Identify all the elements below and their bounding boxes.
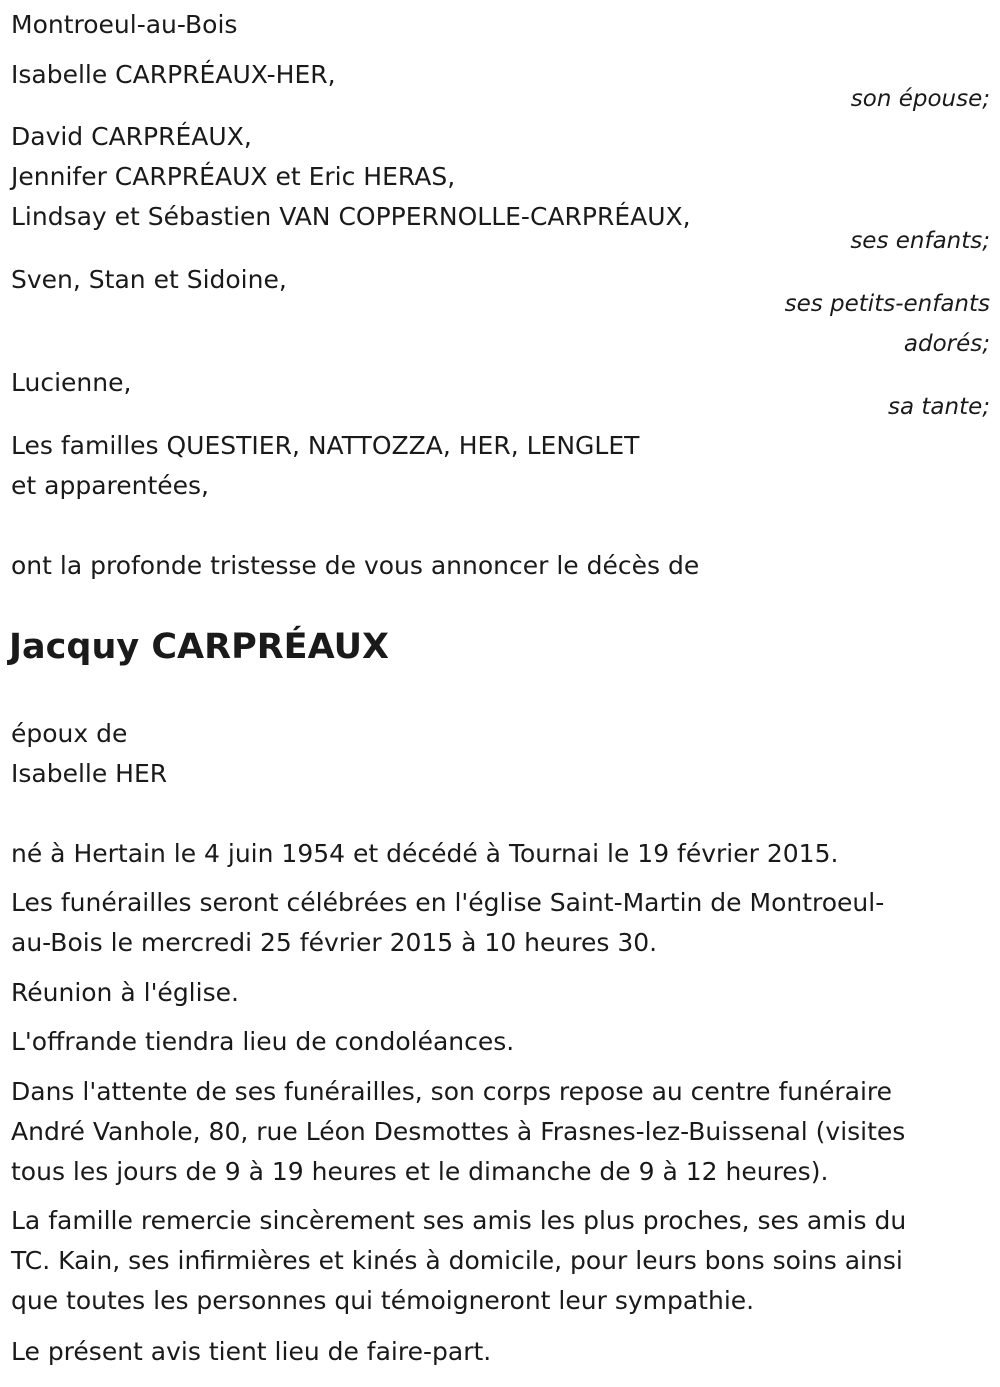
funeral-text: au-Bois le mercredi 25 février 2015 à 10 heures 30. (11, 928, 658, 957)
spouse-of-label: époux de (11, 719, 128, 748)
meeting-text: Réunion à l'église. (11, 978, 239, 1007)
child-name: Jennifer CARPRÉAUX et Eric HERAS, (11, 162, 456, 191)
aunt-name: Lucienne, (11, 368, 132, 397)
rest-text: André Vanhole, 80, rue Léon Desmottes à Frasnes-lez-Buissenal (visites (11, 1117, 906, 1146)
child-name: Lindsay et Sébastien VAN COPPERNOLLE-CARPRÉAUX, (11, 202, 691, 231)
thanks-text: TC. Kain, ses infirmières et kinés à domicile, pour leurs bons soins ainsi (11, 1246, 903, 1275)
rest-text: Dans l'attente de ses funérailles, son corps repose au centre funéraire (11, 1077, 893, 1106)
families-line: Les familles QUESTIER, NATTOZZA, HER, LENGLET (11, 431, 640, 460)
announcement-text: ont la profonde tristesse de vous annoncer le décès de (11, 551, 700, 580)
children-role: ses enfants; (850, 228, 990, 254)
families-line: et apparentées, (11, 471, 209, 500)
grandchildren-role: ses petits-enfants (784, 291, 990, 317)
spouse-name: Isabelle CARPRÉAUX-HER, (11, 60, 336, 89)
place-heading: Montroeul-au-Bois (11, 10, 238, 39)
spouse-of-name: Isabelle HER (11, 759, 168, 788)
grandchildren-role-cont: adorés; (903, 331, 990, 357)
funeral-text: Les funérailles seront célébrées en l'église Saint-Martin de Montroeul- (11, 888, 885, 917)
grandchildren-names: Sven, Stan et Sidoine, (11, 265, 287, 294)
spouse-role: son épouse; (850, 86, 990, 112)
deceased-name: Jacquy CARPRÉAUX (9, 627, 390, 667)
birth-death-text: né à Hertain le 4 juin 1954 et décédé à Tournai le 19 février 2015. (11, 839, 839, 868)
thanks-text: que toutes les personnes qui témoigneront leur sympathie. (11, 1286, 755, 1315)
thanks-text: La famille remercie sincèrement ses amis les plus proches, ses amis du (11, 1206, 907, 1235)
closing-text: Le présent avis tient lieu de faire-part. (11, 1337, 492, 1366)
aunt-role: sa tante; (888, 394, 990, 420)
rest-text: tous les jours de 9 à 19 heures et le dimanche de 9 à 12 heures). (11, 1157, 829, 1186)
offering-text: L'offrande tiendra lieu de condoléances. (11, 1027, 515, 1056)
child-name: David CARPRÉAUX, (11, 122, 252, 151)
